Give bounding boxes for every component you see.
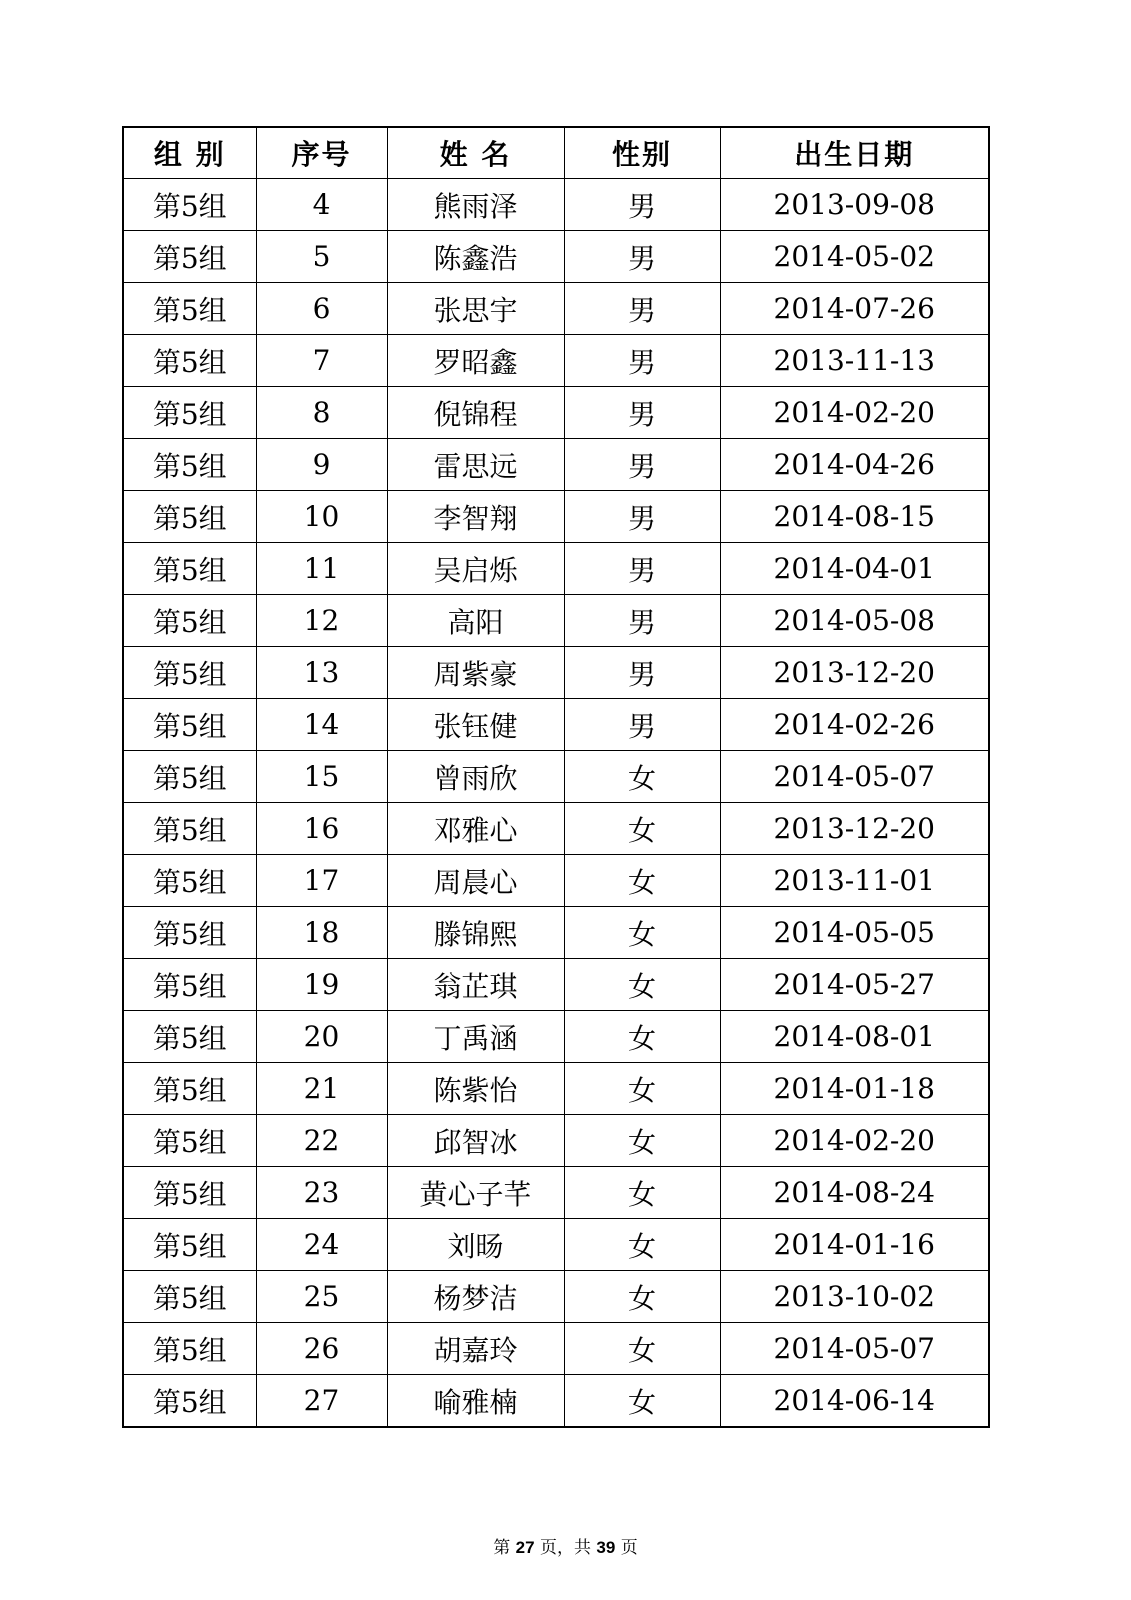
cell-seq: 11 bbox=[256, 543, 387, 595]
cell-birth: 2014-01-16 bbox=[720, 1219, 989, 1271]
roster-table bbox=[122, 126, 990, 1428]
cell-seq: 8 bbox=[256, 387, 387, 439]
cell-gender: 女 bbox=[564, 959, 720, 1011]
cell-group: 第5组 bbox=[123, 231, 256, 283]
table-row bbox=[123, 387, 989, 439]
cell-seq: 17 bbox=[256, 855, 387, 907]
cell-name: 熊雨泽 bbox=[387, 179, 564, 231]
footer-suffix: 页 bbox=[615, 1538, 638, 1558]
cell-gender: 男 bbox=[564, 283, 720, 335]
cell-gender: 男 bbox=[564, 543, 720, 595]
cell-birth: 2014-08-01 bbox=[720, 1011, 989, 1063]
table-row bbox=[123, 1323, 989, 1375]
cell-gender: 男 bbox=[564, 595, 720, 647]
cell-seq: 24 bbox=[256, 1219, 387, 1271]
cell-group: 第5组 bbox=[123, 1219, 256, 1271]
cell-birth: 2014-01-18 bbox=[720, 1063, 989, 1115]
cell-name: 邓雅心 bbox=[387, 803, 564, 855]
cell-seq: 7 bbox=[256, 335, 387, 387]
cell-birth: 2014-08-15 bbox=[720, 491, 989, 543]
cell-group: 第5组 bbox=[123, 283, 256, 335]
footer-page-number: 27 bbox=[515, 1538, 535, 1557]
header-gender: 性别 bbox=[564, 127, 720, 179]
table-row bbox=[123, 543, 989, 595]
cell-gender: 男 bbox=[564, 647, 720, 699]
table-row bbox=[123, 439, 989, 491]
cell-seq: 15 bbox=[256, 751, 387, 803]
table-row bbox=[123, 647, 989, 699]
cell-name: 高阳 bbox=[387, 595, 564, 647]
table-row bbox=[123, 959, 989, 1011]
cell-seq: 21 bbox=[256, 1063, 387, 1115]
cell-group: 第5组 bbox=[123, 647, 256, 699]
cell-seq: 19 bbox=[256, 959, 387, 1011]
header-name: 姓 名 bbox=[387, 127, 564, 179]
cell-name: 曾雨欣 bbox=[387, 751, 564, 803]
cell-seq: 27 bbox=[256, 1375, 387, 1428]
cell-birth: 2014-08-24 bbox=[720, 1167, 989, 1219]
header-birth: 出生日期 bbox=[720, 127, 989, 179]
table-row bbox=[123, 595, 989, 647]
cell-birth: 2013-12-20 bbox=[720, 647, 989, 699]
cell-gender: 女 bbox=[564, 855, 720, 907]
cell-name: 倪锦程 bbox=[387, 387, 564, 439]
cell-group: 第5组 bbox=[123, 1271, 256, 1323]
cell-group: 第5组 bbox=[123, 907, 256, 959]
cell-group: 第5组 bbox=[123, 387, 256, 439]
table-row bbox=[123, 1115, 989, 1167]
cell-seq: 18 bbox=[256, 907, 387, 959]
table-row bbox=[123, 1271, 989, 1323]
table-row bbox=[123, 803, 989, 855]
cell-birth: 2014-05-08 bbox=[720, 595, 989, 647]
table-row bbox=[123, 231, 989, 283]
cell-gender: 男 bbox=[564, 439, 720, 491]
cell-birth: 2014-05-02 bbox=[720, 231, 989, 283]
cell-birth: 2014-05-07 bbox=[720, 1323, 989, 1375]
table-row bbox=[123, 283, 989, 335]
cell-name: 丁禹涵 bbox=[387, 1011, 564, 1063]
table-row bbox=[123, 179, 989, 231]
cell-birth: 2014-02-26 bbox=[720, 699, 989, 751]
page-footer bbox=[0, 1533, 1131, 1558]
cell-group: 第5组 bbox=[123, 855, 256, 907]
table-row bbox=[123, 855, 989, 907]
cell-seq: 22 bbox=[256, 1115, 387, 1167]
cell-group: 第5组 bbox=[123, 335, 256, 387]
cell-name: 陈紫怡 bbox=[387, 1063, 564, 1115]
cell-name: 李智翔 bbox=[387, 491, 564, 543]
cell-gender: 男 bbox=[564, 179, 720, 231]
cell-group: 第5组 bbox=[123, 751, 256, 803]
cell-name: 罗昭鑫 bbox=[387, 335, 564, 387]
cell-name: 胡嘉玲 bbox=[387, 1323, 564, 1375]
cell-gender: 男 bbox=[564, 699, 720, 751]
cell-birth: 2013-10-02 bbox=[720, 1271, 989, 1323]
cell-group: 第5组 bbox=[123, 439, 256, 491]
footer-prefix: 第 bbox=[493, 1538, 516, 1558]
cell-group: 第5组 bbox=[123, 1323, 256, 1375]
header-seq: 序号 bbox=[256, 127, 387, 179]
cell-birth: 2014-02-20 bbox=[720, 1115, 989, 1167]
cell-birth: 2014-02-20 bbox=[720, 387, 989, 439]
cell-gender: 女 bbox=[564, 1219, 720, 1271]
table-row bbox=[123, 335, 989, 387]
cell-name: 周晨心 bbox=[387, 855, 564, 907]
cell-seq: 10 bbox=[256, 491, 387, 543]
cell-seq: 25 bbox=[256, 1271, 387, 1323]
cell-name: 杨梦洁 bbox=[387, 1271, 564, 1323]
cell-birth: 2013-09-08 bbox=[720, 179, 989, 231]
cell-gender: 女 bbox=[564, 1167, 720, 1219]
cell-gender: 女 bbox=[564, 1063, 720, 1115]
cell-group: 第5组 bbox=[123, 959, 256, 1011]
cell-seq: 12 bbox=[256, 595, 387, 647]
cell-birth: 2013-12-20 bbox=[720, 803, 989, 855]
cell-name: 滕锦熙 bbox=[387, 907, 564, 959]
cell-gender: 男 bbox=[564, 387, 720, 439]
table-row bbox=[123, 907, 989, 959]
cell-gender: 男 bbox=[564, 231, 720, 283]
cell-group: 第5组 bbox=[123, 1115, 256, 1167]
footer-total-pages: 39 bbox=[596, 1538, 616, 1557]
cell-birth: 2014-04-01 bbox=[720, 543, 989, 595]
cell-gender: 女 bbox=[564, 1271, 720, 1323]
cell-seq: 14 bbox=[256, 699, 387, 751]
cell-gender: 女 bbox=[564, 751, 720, 803]
cell-name: 雷思远 bbox=[387, 439, 564, 491]
cell-seq: 26 bbox=[256, 1323, 387, 1375]
cell-group: 第5组 bbox=[123, 1167, 256, 1219]
cell-birth: 2013-11-13 bbox=[720, 335, 989, 387]
cell-birth: 2013-11-01 bbox=[720, 855, 989, 907]
cell-seq: 4 bbox=[256, 179, 387, 231]
cell-group: 第5组 bbox=[123, 491, 256, 543]
cell-seq: 9 bbox=[256, 439, 387, 491]
table-row bbox=[123, 1063, 989, 1115]
cell-group: 第5组 bbox=[123, 699, 256, 751]
cell-gender: 男 bbox=[564, 491, 720, 543]
cell-gender: 女 bbox=[564, 1375, 720, 1428]
cell-birth: 2014-05-07 bbox=[720, 751, 989, 803]
cell-seq: 6 bbox=[256, 283, 387, 335]
header-group: 组 别 bbox=[123, 127, 256, 179]
cell-birth: 2014-05-27 bbox=[720, 959, 989, 1011]
cell-gender: 女 bbox=[564, 1323, 720, 1375]
cell-group: 第5组 bbox=[123, 1011, 256, 1063]
cell-group: 第5组 bbox=[123, 179, 256, 231]
table-row bbox=[123, 699, 989, 751]
table-row bbox=[123, 1375, 989, 1428]
cell-name: 张思宇 bbox=[387, 283, 564, 335]
cell-name: 翁芷琪 bbox=[387, 959, 564, 1011]
table-row bbox=[123, 491, 989, 543]
footer-middle: 页，共 bbox=[534, 1538, 597, 1558]
cell-name: 张钰健 bbox=[387, 699, 564, 751]
cell-gender: 女 bbox=[564, 1115, 720, 1167]
cell-birth: 2014-04-26 bbox=[720, 439, 989, 491]
cell-group: 第5组 bbox=[123, 1375, 256, 1428]
cell-birth: 2014-07-26 bbox=[720, 283, 989, 335]
roster-body bbox=[123, 179, 989, 1428]
cell-name: 喻雅楠 bbox=[387, 1375, 564, 1428]
cell-seq: 20 bbox=[256, 1011, 387, 1063]
cell-name: 周紫豪 bbox=[387, 647, 564, 699]
cell-name: 邱智冰 bbox=[387, 1115, 564, 1167]
cell-seq: 13 bbox=[256, 647, 387, 699]
cell-group: 第5组 bbox=[123, 543, 256, 595]
cell-name: 黄心子芊 bbox=[387, 1167, 564, 1219]
cell-group: 第5组 bbox=[123, 1063, 256, 1115]
cell-birth: 2014-05-05 bbox=[720, 907, 989, 959]
header-row bbox=[123, 127, 989, 179]
cell-name: 刘旸 bbox=[387, 1219, 564, 1271]
cell-seq: 16 bbox=[256, 803, 387, 855]
cell-name: 陈鑫浩 bbox=[387, 231, 564, 283]
cell-seq: 23 bbox=[256, 1167, 387, 1219]
cell-birth: 2014-06-14 bbox=[720, 1375, 989, 1428]
table-row bbox=[123, 1167, 989, 1219]
cell-group: 第5组 bbox=[123, 803, 256, 855]
cell-gender: 男 bbox=[564, 335, 720, 387]
table-row bbox=[123, 1219, 989, 1271]
cell-group: 第5组 bbox=[123, 595, 256, 647]
cell-gender: 女 bbox=[564, 803, 720, 855]
cell-gender: 女 bbox=[564, 907, 720, 959]
cell-name: 吴启烁 bbox=[387, 543, 564, 595]
table-row bbox=[123, 751, 989, 803]
cell-gender: 女 bbox=[564, 1011, 720, 1063]
cell-seq: 5 bbox=[256, 231, 387, 283]
table-row bbox=[123, 1011, 989, 1063]
